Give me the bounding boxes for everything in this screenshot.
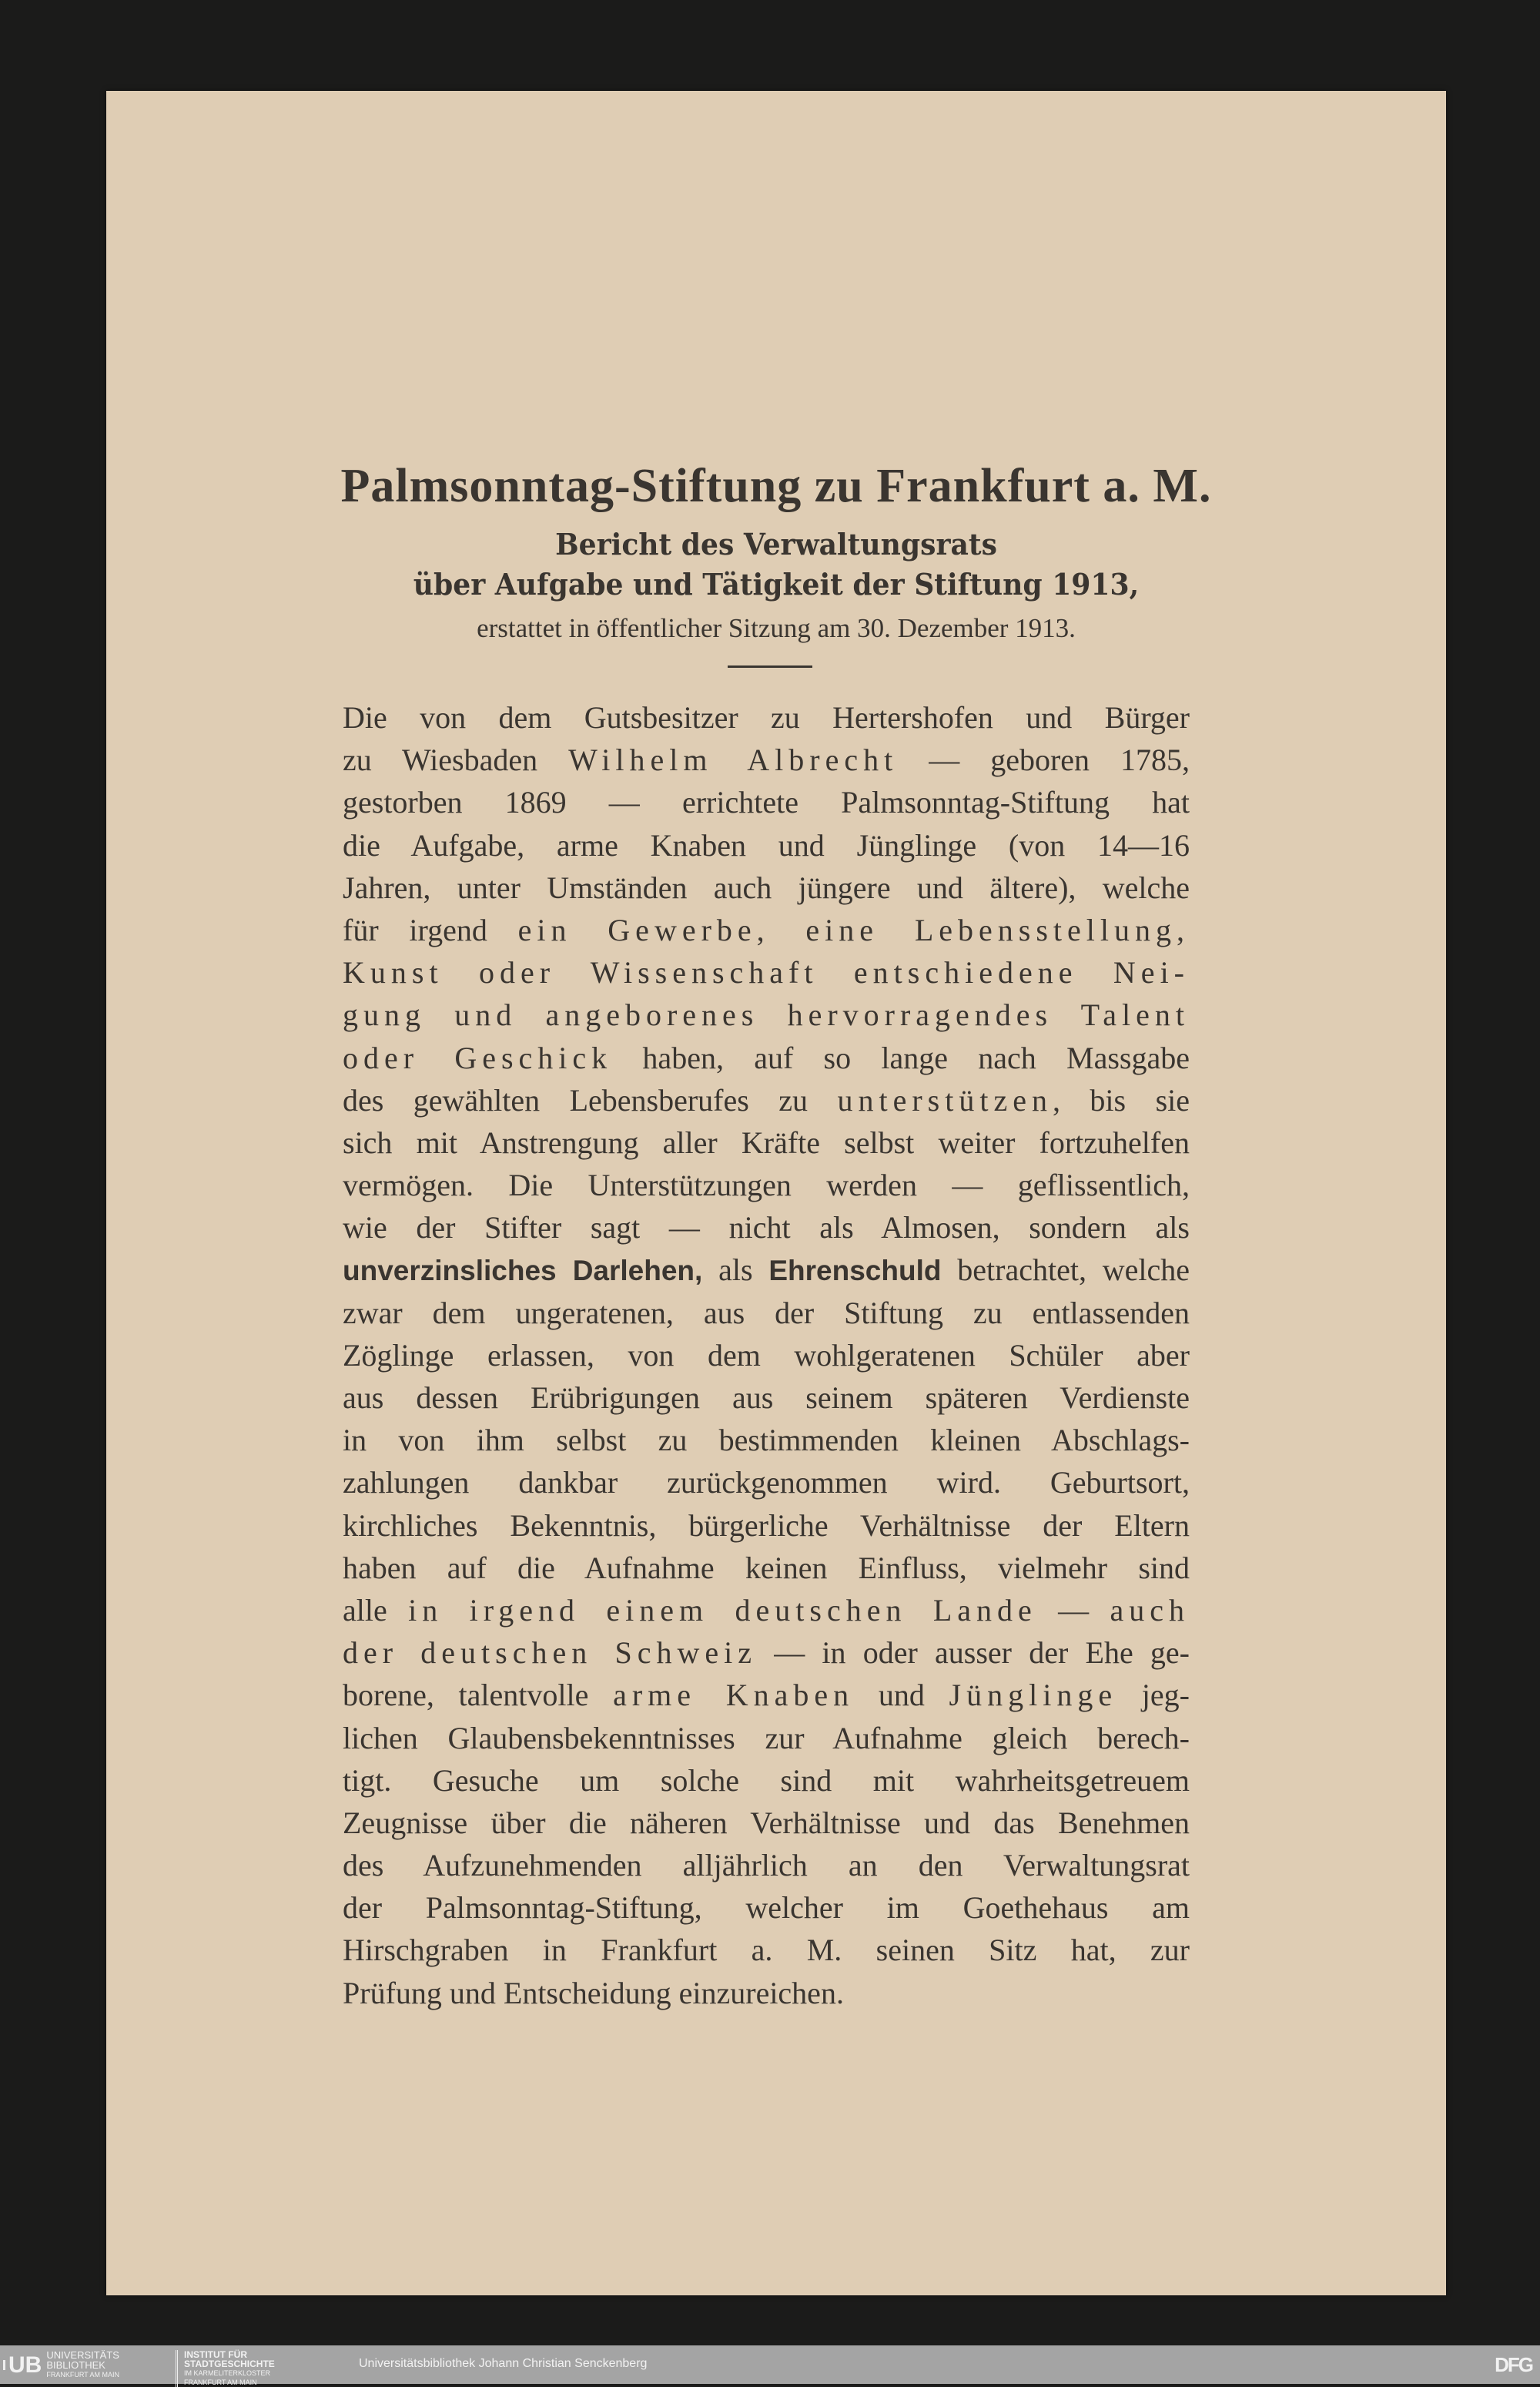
text-segment: lichen Glaubensbekenntnisses zur Aufnahme gleich berech- xyxy=(343,1720,1190,1755)
text-line xyxy=(343,1589,1190,1631)
spaced-text: Wilhelm Albrecht xyxy=(568,743,899,778)
spaced-text: arme Knaben xyxy=(613,1678,855,1713)
body-text xyxy=(343,696,1190,2014)
text-line xyxy=(343,1037,1190,1079)
logo-line: BIBLIOTHEK xyxy=(46,2359,105,2371)
text-segment: des gewählten Lebensberufes zu xyxy=(343,1082,838,1118)
text-line xyxy=(343,1972,1190,2014)
text-line xyxy=(343,951,1190,994)
logo-line: UNIVERSITÄTS xyxy=(46,2349,119,2361)
text-line xyxy=(343,1249,1190,1291)
divider xyxy=(728,665,812,668)
ub-logo-text xyxy=(46,2350,119,2380)
text-line xyxy=(343,696,1190,739)
text-segment: zwar dem ungeratenen, aus der Stiftung zu entlassenden xyxy=(343,1295,1190,1330)
text-segment: haben auf die Aufnahme keinen Einfluss, vielmehr sind xyxy=(343,1550,1190,1585)
document-page xyxy=(106,91,1446,2295)
text-segment: gestorben 1869 — errichtete Palmsonntag-Stiftung hat xyxy=(343,785,1190,820)
text-segment: vermögen. Die Unterstützungen werden — geflissentlich, xyxy=(343,1168,1190,1203)
text-line xyxy=(343,739,1190,781)
text-line xyxy=(343,1802,1190,1844)
text-segment: jeg- xyxy=(1117,1678,1190,1713)
text-line xyxy=(343,781,1190,823)
spaced-text: gung und angeborenes hervorragendes Talent xyxy=(343,997,1190,1033)
text-line xyxy=(343,1292,1190,1334)
text-segment: aus dessen Erübrigungen aus seinem späteren Verdienste xyxy=(343,1380,1190,1415)
spaced-text: unterstützen xyxy=(837,1082,1053,1118)
text-segment: sich mit Anstrengung aller Kräfte selbst weiter fortzuhelfen xyxy=(343,1125,1190,1160)
text-segment: betrachtet, welche xyxy=(941,1252,1190,1288)
text-segment: und xyxy=(854,1678,949,1713)
text-segment: zahlungen dankbar zurückgenommen wird. Geburtsort, xyxy=(343,1465,1190,1500)
spaced-text: Jünglinge xyxy=(949,1678,1118,1713)
text-segment: kirchliches Bekenntnis, bürgerliche Verhältnisse der Eltern xyxy=(343,1507,1190,1543)
text-segment: zu Wiesbaden xyxy=(343,743,569,778)
isg-logo[interactable] xyxy=(176,2350,275,2387)
document-subtitle: Bericht des Verwaltungsrats xyxy=(555,527,997,562)
text-line xyxy=(343,1759,1190,1802)
footer-bar xyxy=(0,2345,1540,2384)
text-line xyxy=(343,1886,1190,1929)
text-line xyxy=(343,1717,1190,1759)
text-line xyxy=(343,1631,1190,1674)
text-line xyxy=(343,867,1190,909)
logo-line: FRANKFURT AM MAIN xyxy=(46,2371,120,2379)
logo-line: INSTITUT FÜR xyxy=(184,2349,247,2360)
text-line xyxy=(343,1844,1190,1886)
text-segment: haben, auf so lange nach Massgabe xyxy=(612,1040,1190,1075)
text-segment: wie der Stifter sagt — nicht als Almosen, sondern als xyxy=(343,1210,1190,1245)
text-line xyxy=(343,994,1190,1036)
text-segment: als xyxy=(702,1252,769,1288)
document-subtitle: über Aufgabe und Tätigkeit der Stiftung 1913, xyxy=(413,567,1140,602)
text-segment: Zöglinge erlassen, von dem wohlgeratenen Schüler aber xyxy=(343,1337,1190,1373)
text-segment: borene, talentvolle xyxy=(343,1678,614,1713)
text-segment: tigt. Gesuche um solche sind mit wahrheitsgetreuem xyxy=(343,1762,1190,1798)
bold-text: unverzinsliches Darlehen, xyxy=(343,1255,703,1287)
text-segment: des Aufzunehmenden alljährlich an den Verwaltungsrat xyxy=(343,1848,1190,1883)
ub-logo-abbr: UB xyxy=(3,2360,42,2370)
text-segment: , bis sie xyxy=(1052,1082,1190,1118)
text-line xyxy=(343,1419,1190,1461)
spaced-text: in irgend einem deutschen Lande xyxy=(408,1592,1037,1628)
text-segment: Die von dem Gutsbesitzer zu Hertershofen und Bürger xyxy=(343,700,1190,735)
logo-line: IM KARMELITERKLOSTER xyxy=(184,2369,271,2377)
spaced-text: oder Geschick xyxy=(343,1040,613,1075)
text-line xyxy=(343,1121,1190,1164)
text-segment: in von ihm selbst zu bestimmenden kleinen Abschlags- xyxy=(343,1423,1190,1458)
text-segment: Hirschgraben in Frankfurt a. M. seinen Sitz hat, zur xyxy=(343,1933,1190,1968)
spaced-text: der deutschen Schweiz xyxy=(343,1635,757,1671)
document-title: Palmsonntag-Stiftung zu Frankfurt a. M. xyxy=(340,460,1212,512)
text-line xyxy=(343,1504,1190,1547)
text-segment: die Aufgabe, arme Knaben und Jünglinge (von 14—16 xyxy=(343,827,1190,863)
text-line xyxy=(343,1376,1190,1419)
text-line xyxy=(343,1674,1190,1716)
text-segment: Zeugnisse über die näheren Verhältnisse und das Benehmen xyxy=(343,1805,1190,1840)
bold-text: Ehrenschuld xyxy=(768,1255,942,1287)
text-segment: der Palmsonntag-Stiftung, welcher im Goethehaus am xyxy=(343,1890,1190,1926)
spaced-text: Kunst oder Wissenschaft entschiedene Nei- xyxy=(343,955,1190,991)
text-segment: alle xyxy=(343,1592,409,1628)
text-line xyxy=(343,1334,1190,1376)
text-segment: Prüfung und Entscheidung einzureichen. xyxy=(343,1975,844,2010)
text-line xyxy=(343,1206,1190,1249)
text-line xyxy=(343,1929,1190,1971)
document-dateline: erstattet in öffentlicher Sitzung am 30. Dezember 1913. xyxy=(477,613,1076,643)
logo-line: STADTGESCHICHTE xyxy=(184,2359,275,2369)
dfg-logo[interactable]: DFG xyxy=(1495,2353,1532,2376)
text-line xyxy=(343,1164,1190,1206)
text-line xyxy=(343,824,1190,867)
text-line xyxy=(343,1547,1190,1589)
spaced-text: ein Gewerbe, eine Lebensstellung, xyxy=(517,912,1190,947)
text-line xyxy=(343,1079,1190,1121)
ub-logo[interactable] xyxy=(3,2350,119,2380)
spaced-text: auch xyxy=(1110,1592,1190,1628)
text-line xyxy=(343,909,1190,951)
text-segment: — geboren 1785, xyxy=(898,743,1190,778)
library-name[interactable]: Universitätsbibliothek Johann Christian Senckenberg xyxy=(359,2357,648,2370)
text-line xyxy=(343,1461,1190,1504)
text-segment: — in oder ausser der Ehe ge- xyxy=(756,1635,1190,1671)
logo-line: FRANKFURT AM MAIN xyxy=(184,2379,257,2386)
text-segment: Jahren, unter Umständen auch jüngere und ältere), welche xyxy=(343,870,1190,905)
text-segment: für irgend xyxy=(343,912,518,947)
text-segment: — xyxy=(1036,1592,1110,1628)
